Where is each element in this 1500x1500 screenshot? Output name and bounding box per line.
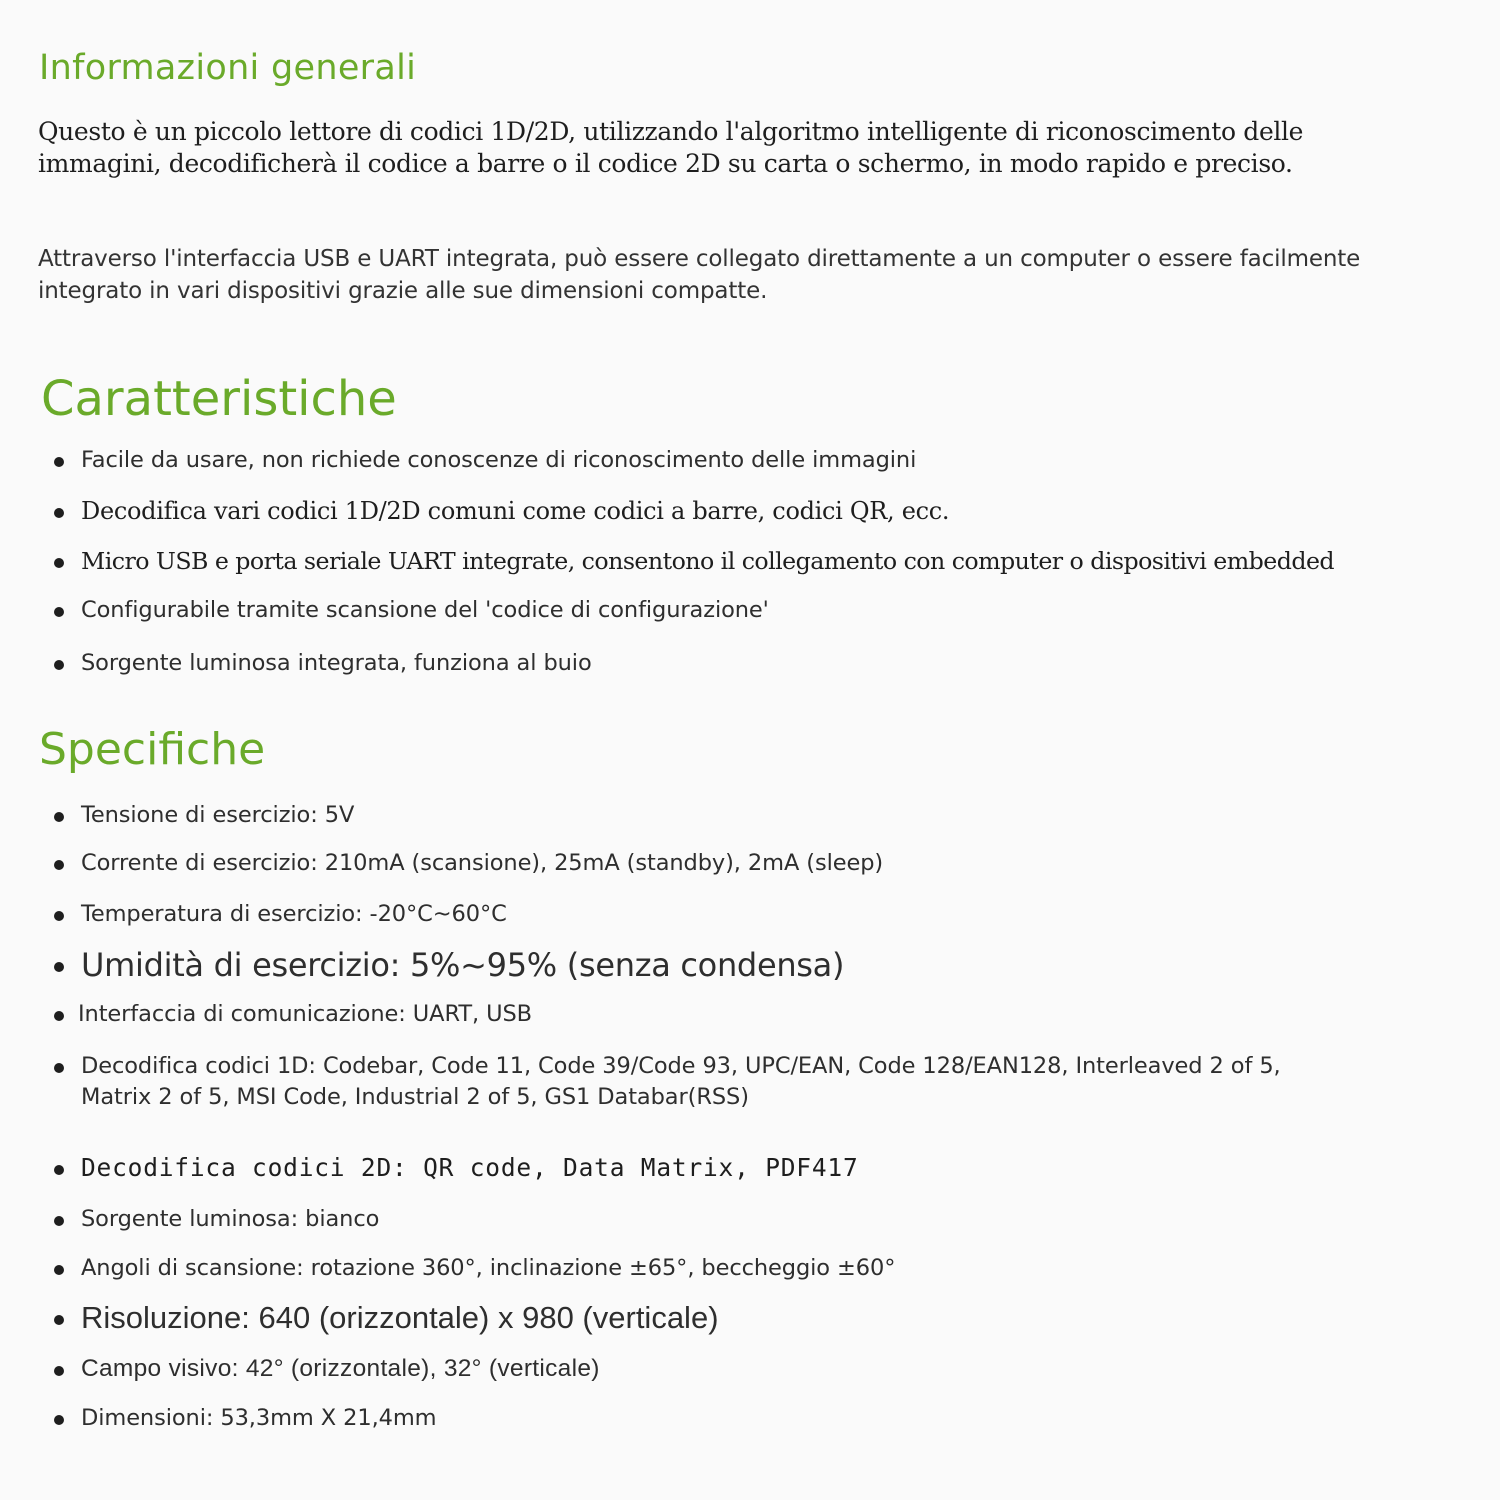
usb-line-1: Attraverso l'interfaccia USB e UART integrata, può essere collegato direttamente a un computer o essere facilmente [38, 246, 1361, 272]
feature-item [54, 597, 769, 623]
bullet-icon [54, 558, 64, 568]
section-title-specs: Specifiche [39, 724, 266, 775]
spec-item [54, 1405, 436, 1431]
spec-item [54, 1153, 859, 1182]
bullet-icon [54, 911, 64, 921]
intro-line-2: immagini, decodificherà il codice a barre o il codice 2D su carta o schermo, in modo rapido e preciso. [38, 149, 1293, 178]
usb-paragraph [38, 243, 1360, 307]
feature-item [54, 547, 1334, 575]
bullet-icon [54, 1011, 64, 1021]
bullet-icon [54, 607, 64, 617]
spec-text: Interfaccia di comunicazione: UART, USB [78, 1001, 532, 1027]
bullet-icon [54, 1165, 64, 1175]
bullet-icon [54, 1216, 64, 1226]
section-title-features: Caratteristiche [41, 371, 397, 427]
spec-text: Umidità di esercizio: 5%~95% (senza condensa) [81, 946, 845, 984]
feature-item [54, 447, 916, 473]
bullet-icon [54, 962, 64, 972]
spec-text-line-2: Matrix 2 of 5, MSI Code, Industrial 2 of 5, GS1 Databar(RSS) [81, 1084, 749, 1110]
bullet-icon [54, 508, 64, 518]
spec-text: Risoluzione: 640 (orizzontale) x 980 (verticale) [81, 1300, 719, 1335]
spec-item [54, 1255, 895, 1281]
spec-item [54, 1355, 600, 1383]
spec-item [54, 1051, 1281, 1113]
bullet-icon [54, 812, 64, 822]
usb-line-2: integrato in vari dispositivi grazie alle sue dimensioni compatte. [38, 278, 768, 304]
feature-text: Sorgente luminosa integrata, funziona al buio [81, 650, 592, 676]
feature-item [54, 650, 592, 676]
spec-text: Dimensioni: 53,3mm X 21,4mm [81, 1405, 437, 1431]
bullet-icon [54, 1315, 64, 1325]
intro-line-1: Questo è un piccolo lettore di codici 1D/2D, utilizzando l'algoritmo intelligente di riconoscimento delle [38, 117, 1304, 146]
bullet-icon [54, 1415, 64, 1425]
spec-item [54, 901, 507, 927]
intro-paragraph [38, 116, 1303, 180]
spec-text: Tensione di esercizio: 5V [81, 802, 355, 828]
feature-text: Micro USB e porta seriale UART integrate, consentono il collegamento con computer o dispositivi embedded [81, 547, 1335, 575]
spec-item [54, 1206, 379, 1232]
bullet-icon [54, 457, 64, 467]
spec-item [54, 850, 883, 876]
spec-item [54, 802, 354, 828]
feature-text: Configurabile tramite scansione del 'codice di configurazione' [81, 597, 769, 623]
spec-text: Angoli di scansione: rotazione 360°, inclinazione ±65°, beccheggio ±60° [81, 1255, 896, 1281]
spec-text: Temperatura di esercizio: -20°C~60°C [81, 901, 507, 927]
spec-item [54, 1001, 532, 1027]
bullet-icon [54, 860, 64, 870]
bullet-icon [54, 1265, 64, 1275]
spec-text-line-1: Decodifica codici 1D: Codebar, Code 11, Code 39/Code 93, UPC/EAN, Code 128/EAN128, Interleaved 2 of 5, [81, 1053, 1281, 1079]
spec-text: Sorgente luminosa: bianco [81, 1206, 380, 1232]
spec-text [81, 1051, 1281, 1113]
feature-item [54, 497, 949, 525]
spec-text: Campo visivo: 42° (orizzontale), 32° (verticale) [81, 1355, 600, 1382]
spec-text: Decodifica codici 2D: QR code, Data Matrix, PDF417 [81, 1153, 859, 1182]
feature-text: Decodifica vari codici 1D/2D comuni come codici a barre, codici QR, ecc. [81, 497, 950, 525]
bullet-icon [54, 660, 64, 670]
spec-text: Corrente di esercizio: 210mA (scansione), 25mA (standby), 2mA (sleep) [81, 850, 884, 876]
bullet-icon [54, 1366, 64, 1376]
spec-item [54, 1300, 719, 1336]
section-title-general-info: Informazioni generali [39, 48, 417, 88]
spec-item [54, 946, 844, 984]
bullet-icon [54, 1063, 64, 1073]
feature-text: Facile da usare, non richiede conoscenze di riconoscimento delle immagini [81, 447, 917, 473]
